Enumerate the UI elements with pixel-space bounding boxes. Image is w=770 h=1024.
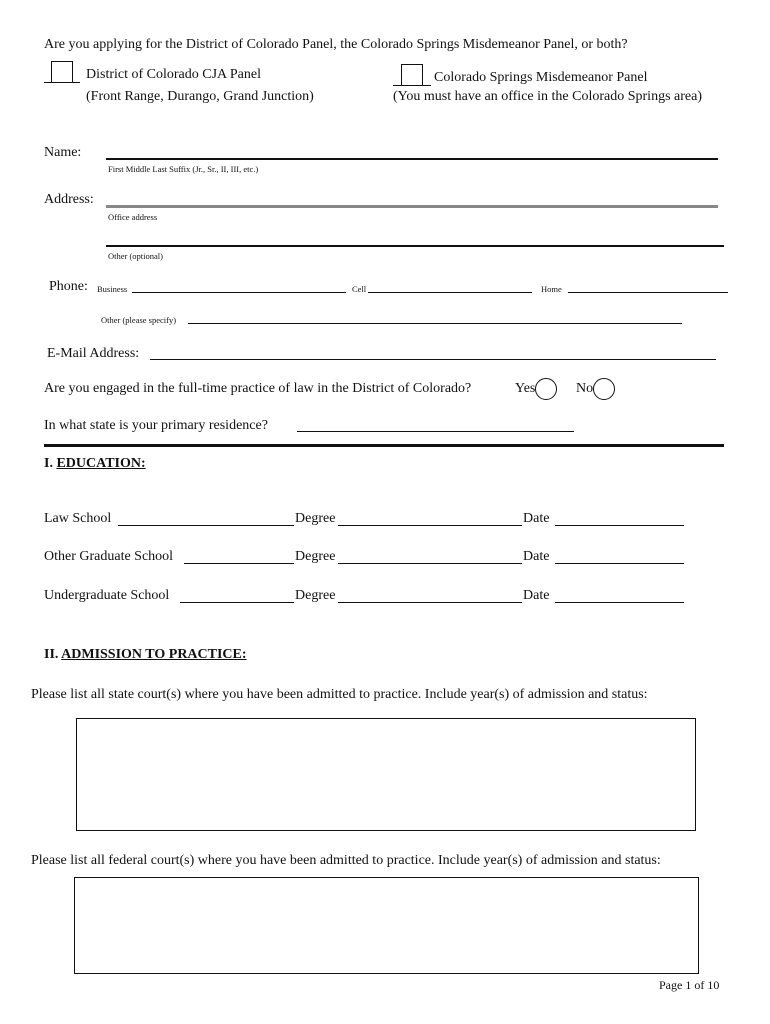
education-number: I.: [44, 456, 53, 471]
undergrad-school-line: [180, 602, 294, 603]
name-label: Name:: [44, 145, 82, 160]
fulltime-no-radio[interactable]: [593, 378, 615, 400]
springs-panel-label: Colorado Springs Misdemeanor Panel: [434, 70, 648, 85]
undergrad-degree-line: [338, 602, 522, 603]
cja-checkbox-underline: [44, 82, 80, 83]
phone-label: Phone:: [49, 279, 88, 294]
admission-heading: [44, 647, 247, 663]
email-input[interactable]: [150, 344, 716, 359]
residence-input[interactable]: [297, 416, 574, 431]
grad-school-label: Other Graduate School: [44, 549, 174, 564]
fulltime-yes-group: [515, 378, 557, 400]
law-school-label: Law School: [44, 511, 112, 526]
phone-business-label: Business: [97, 284, 128, 294]
phone-business-input[interactable]: [132, 279, 346, 292]
name-line: [106, 158, 718, 160]
phone-home-input[interactable]: [568, 279, 728, 292]
fulltime-no-label: No: [576, 381, 594, 397]
fulltime-yes-label: Yes: [515, 381, 536, 397]
other-address-input[interactable]: [106, 230, 716, 246]
education-title: EDUCATION:: [56, 456, 146, 471]
state-court-prompt: Please list all state court(s) where you have been admitted to practice. Include year(s) of admission and status:: [31, 687, 648, 702]
phone-home-label: Home: [541, 284, 562, 294]
law-school-date-label: Date: [523, 511, 550, 526]
cja-panel-sub: (Front Range, Durango, Grand Junction): [86, 89, 314, 104]
panel-question: Are you applying for the District of Colorado Panel, the Colorado Springs Misdemeanor Panel, or both?: [44, 37, 628, 52]
name-input[interactable]: [106, 143, 716, 159]
grad-school-line: [184, 563, 294, 564]
law-school-date-line: [555, 525, 684, 526]
other-address-hint: Other (optional): [108, 251, 163, 261]
undergrad-date-label: Date: [523, 588, 550, 603]
name-hint: First Middle Last Suffix (Jr., Sr., II, III, etc.): [108, 164, 259, 174]
phone-other-label: Other (please specify): [101, 315, 177, 325]
springs-checkbox-underline: [393, 85, 431, 86]
admission-title: ADMISSION TO PRACTICE:: [61, 647, 247, 662]
education-heading: [44, 456, 146, 472]
grad-school-degree-line: [338, 563, 522, 564]
section-divider: [44, 444, 724, 447]
federal-court-prompt: Please list all federal court(s) where you have been admitted to practice. Include year(s) of admission and status:: [31, 853, 661, 868]
address-label: Address:: [44, 192, 94, 207]
phone-home-line: [568, 292, 728, 293]
page-number: Page 1 of 10: [659, 978, 720, 992]
grad-school-date-label: Date: [523, 549, 550, 564]
phone-cell-input[interactable]: [368, 279, 532, 292]
residence-question: In what state is your primary residence?: [44, 418, 268, 433]
residence-line: [297, 431, 574, 432]
fulltime-question: Are you engaged in the full-time practice of law in the District of Colorado?: [44, 381, 472, 396]
springs-panel-checkbox[interactable]: [401, 64, 423, 86]
phone-other-input[interactable]: [188, 310, 682, 323]
admission-number: II.: [44, 647, 59, 662]
fulltime-no-group: [576, 378, 615, 400]
cja-panel-checkbox[interactable]: [51, 61, 73, 83]
federal-court-textbox[interactable]: [74, 877, 699, 974]
undergrad-school-label: Undergraduate School: [44, 588, 170, 603]
law-school-line: [118, 525, 294, 526]
other-address-line: [106, 245, 724, 247]
phone-cell-label: Cell: [352, 284, 367, 294]
law-school-degree-label: Degree: [295, 511, 336, 526]
grad-school-degree-label: Degree: [295, 549, 336, 564]
phone-business-line: [132, 292, 346, 293]
undergrad-degree-label: Degree: [295, 588, 336, 603]
cja-panel-label: District of Colorado CJA Panel: [86, 67, 261, 82]
fulltime-yes-radio[interactable]: [535, 378, 557, 400]
email-label: E-Mail Address:: [47, 346, 140, 361]
grad-school-date-line: [555, 563, 684, 564]
office-address-hint: Office address: [108, 212, 158, 222]
state-court-textbox[interactable]: [76, 718, 696, 831]
phone-other-line: [188, 323, 682, 324]
office-address-input[interactable]: [106, 190, 716, 206]
law-school-degree-line: [338, 525, 522, 526]
office-address-line: [106, 205, 718, 208]
springs-panel-sub: (You must have an office in the Colorado Springs area): [393, 89, 702, 104]
undergrad-date-line: [555, 602, 684, 603]
phone-cell-line: [368, 292, 532, 293]
email-line: [150, 359, 716, 360]
